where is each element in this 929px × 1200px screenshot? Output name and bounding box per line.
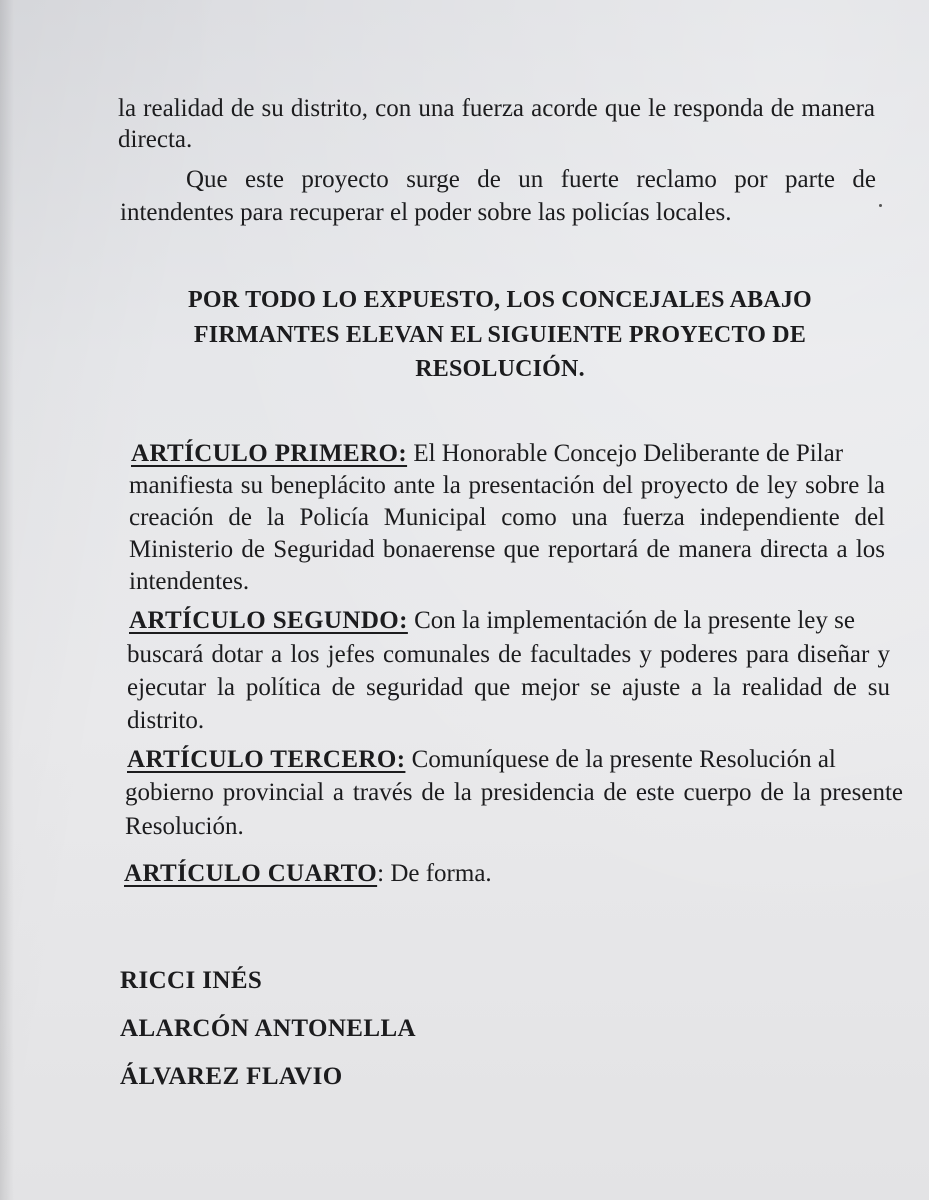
heading-line-3: RESOLUCIÓN. <box>415 356 585 382</box>
article-4-line <box>124 857 492 890</box>
article-1-first-line <box>131 437 843 470</box>
article-2-first-line <box>129 604 855 637</box>
article-2-text-4: distrito. <box>127 707 205 734</box>
article-1-text-1: El Honorable Concejo Deliberante de Pilar <box>407 440 844 467</box>
signer-name: RICCI INÉS <box>120 967 263 994</box>
article-2-label: ARTÍCULO SEGUNDO: <box>129 607 408 634</box>
article-3-text-2: gobierno provincial a través de la presidencia de este cuerpo de la presente <box>125 779 903 806</box>
article-1-text-2: manifiesta su beneplácito ante la presentación del proyecto de ley sobre la <box>129 472 885 499</box>
article-3-first-line <box>127 743 836 776</box>
article-4-text: : De forma. <box>377 860 492 887</box>
article-1-text-4: Ministerio de Seguridad bonaerense que reportará de manera directa a los <box>129 536 885 563</box>
article-1-text-3: creación de la Policía Municipal como una fuerza independiente del <box>129 504 885 531</box>
paper-speck <box>879 204 882 207</box>
intro-p2-line-1: Que este proyecto surge de un fuerte reclamo por parte de <box>186 166 876 193</box>
article-2-text-2: buscará dotar a los jefes comunales de facultades y poderes para diseñar y <box>127 641 890 668</box>
article-3-text-3: Resolución. <box>125 813 244 840</box>
intro-p2-line-2: intendentes para recuperar el poder sobre las policías locales. <box>120 199 732 226</box>
heading-line-2: FIRMANTES ELEVAN EL SIGUIENTE PROYECTO DE <box>193 322 807 348</box>
heading-line-1: POR TODO LO EXPUESTO, LOS CONCEJALES ABAJO <box>188 287 812 313</box>
intro-line-2: directa. <box>118 126 193 153</box>
article-2-text-3: ejecutar la política de seguridad que mejor se ajuste a la realidad de su <box>127 674 890 701</box>
article-3-label: ARTÍCULO TERCERO: <box>127 746 406 773</box>
article-3-text-1: Comuníquese de la presente Resolución al <box>405 746 836 773</box>
intro-line-1: la realidad de su distrito, con una fuerza acorde que le responda de manera <box>118 95 875 122</box>
article-1-text-5: intendentes. <box>129 568 250 595</box>
article-1-label: ARTÍCULO PRIMERO: <box>131 440 408 467</box>
page-shadow-edge <box>0 0 14 1200</box>
article-4-label: ARTÍCULO CUARTO <box>124 860 378 887</box>
signer-name: ÁLVAREZ FLAVIO <box>120 1063 343 1090</box>
article-2-text-1: Con la implementación de la presente ley se <box>407 607 855 634</box>
signer-name: ALARCÓN ANTONELLA <box>120 1015 416 1042</box>
